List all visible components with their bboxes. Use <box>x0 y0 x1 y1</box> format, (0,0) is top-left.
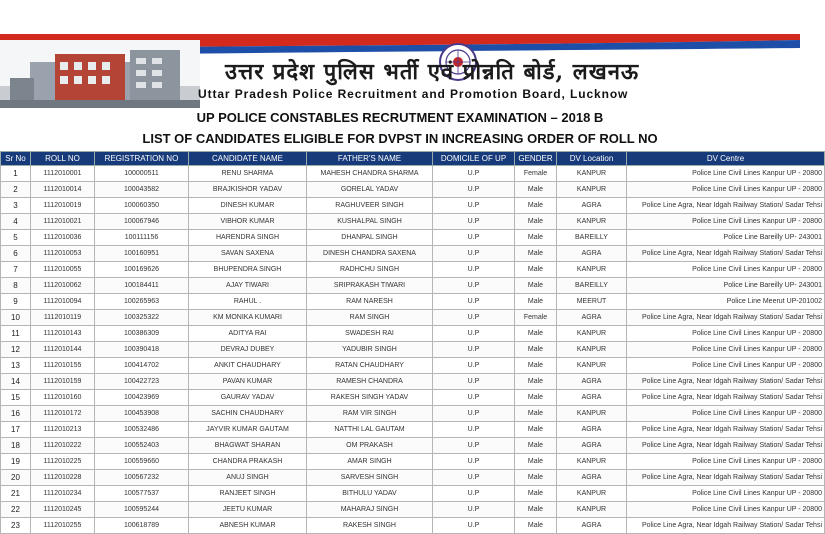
cell-roll-no: 1112010143 <box>31 326 95 342</box>
cell-dv-centre: Police Line Civil Lines Kanpur UP - 20800 <box>627 454 825 470</box>
cell-dv-centre: Police Line Agra, Near Idgah Railway Station/ Sadar Tehsi <box>627 518 825 534</box>
table-row <box>1 438 825 454</box>
cell-dv-centre: Police Line Bareilly UP- 243001 <box>627 278 825 294</box>
cell-gender: Female <box>515 166 557 182</box>
cell-fathers-name: RAKESH SINGH YADAV <box>307 390 433 406</box>
cell-roll-no: 1112010245 <box>31 502 95 518</box>
column-header-roll-no: ROLL NO <box>31 152 95 166</box>
cell-roll-no: 1112010144 <box>31 342 95 358</box>
header-banner <box>0 40 800 108</box>
cell-roll-no: 1112010159 <box>31 374 95 390</box>
cell-registration-no: 100060350 <box>95 198 189 214</box>
cell-roll-no: 1112010062 <box>31 278 95 294</box>
cell-registration-no: 100265963 <box>95 294 189 310</box>
cell-dv-location: KANPUR <box>557 342 627 358</box>
cell-domicile: U.P <box>433 374 515 390</box>
cell-dv-centre: Police Line Civil Lines Kanpur UP - 20800 <box>627 486 825 502</box>
table-row <box>1 454 825 470</box>
english-board-title: Uttar Pradesh Police Recruitment and Promotion Board, Lucknow <box>198 87 629 101</box>
table-row <box>1 358 825 374</box>
list-title: LIST OF CANDIDATES ELIGIBLE FOR DVPST IN INCREASING ORDER OF ROLL NO <box>142 131 658 146</box>
cell-gender: Male <box>515 374 557 390</box>
cell-roll-no: 1112010119 <box>31 310 95 326</box>
cell-sr-no: 23 <box>1 518 31 534</box>
cell-domicile: U.P <box>433 518 515 534</box>
cell-dv-centre: Police Line Agra, Near Idgah Railway Station/ Sadar Tehsi <box>627 470 825 486</box>
cell-domicile: U.P <box>433 502 515 518</box>
cell-gender: Male <box>515 326 557 342</box>
cell-gender: Male <box>515 358 557 374</box>
cell-domicile: U.P <box>433 214 515 230</box>
cell-domicile: U.P <box>433 182 515 198</box>
cell-gender: Male <box>515 214 557 230</box>
cell-dv-location: AGRA <box>557 470 627 486</box>
column-header-candidate-name: CANDIDATE NAME <box>189 152 307 166</box>
cell-domicile: U.P <box>433 486 515 502</box>
cell-dv-location: KANPUR <box>557 182 627 198</box>
cell-candidate-name: CHANDRA PRAKASH <box>189 454 307 470</box>
cell-roll-no: 1112010001 <box>31 166 95 182</box>
cell-registration-no: 100453908 <box>95 406 189 422</box>
cell-dv-centre: Police Line Agra, Near Idgah Railway Station/ Sadar Tehsi <box>627 438 825 454</box>
cell-candidate-name: RENU SHARMA <box>189 166 307 182</box>
cell-sr-no: 22 <box>1 502 31 518</box>
cell-registration-no: 100618789 <box>95 518 189 534</box>
cell-fathers-name: DHANPAL SINGH <box>307 230 433 246</box>
cell-candidate-name: JEETU KUMAR <box>189 502 307 518</box>
cell-roll-no: 1112010094 <box>31 294 95 310</box>
cell-dv-centre: Police Line Civil Lines Kanpur UP - 20800 <box>627 166 825 182</box>
cell-dv-centre: Police Line Civil Lines Kanpur UP - 20800 <box>627 182 825 198</box>
cell-dv-location: AGRA <box>557 422 627 438</box>
cell-dv-centre: Police Line Civil Lines Kanpur UP - 20800 <box>627 358 825 374</box>
cell-candidate-name: ADITYA RAI <box>189 326 307 342</box>
cell-fathers-name: RAMESH CHANDRA <box>307 374 433 390</box>
cell-dv-location: MEERUT <box>557 294 627 310</box>
table-row <box>1 326 825 342</box>
hindi-board-title: उत्तर प्रदेश पुलिस भर्ती एवं प्रोन्नति बोर्ड, लखनऊ <box>225 59 640 85</box>
cell-domicile: U.P <box>433 326 515 342</box>
cell-registration-no: 100414702 <box>95 358 189 374</box>
table-row <box>1 246 825 262</box>
column-header-fathers-name: FATHER'S NAME <box>307 152 433 166</box>
cell-registration-no: 100423969 <box>95 390 189 406</box>
cell-gender: Female <box>515 310 557 326</box>
cell-fathers-name: DINESH CHANDRA SAXENA <box>307 246 433 262</box>
cell-gender: Male <box>515 422 557 438</box>
cell-domicile: U.P <box>433 262 515 278</box>
cell-registration-no: 100184411 <box>95 278 189 294</box>
cell-roll-no: 1112010172 <box>31 406 95 422</box>
cell-candidate-name: BHUPENDRA SINGH <box>189 262 307 278</box>
cell-domicile: U.P <box>433 438 515 454</box>
cell-gender: Male <box>515 278 557 294</box>
cell-fathers-name: RADHCHU SINGH <box>307 262 433 278</box>
cell-dv-centre: Police Line Civil Lines Kanpur UP - 20800 <box>627 406 825 422</box>
cell-sr-no: 20 <box>1 470 31 486</box>
cell-roll-no: 1112010036 <box>31 230 95 246</box>
cell-candidate-name: HARENDRA SINGH <box>189 230 307 246</box>
cell-dv-location: KANPUR <box>557 454 627 470</box>
cell-sr-no: 3 <box>1 198 31 214</box>
cell-candidate-name: SACHIN CHAUDHARY <box>189 406 307 422</box>
cell-registration-no: 100000511 <box>95 166 189 182</box>
cell-registration-no: 100422723 <box>95 374 189 390</box>
cell-fathers-name: SRIPRAKASH TIWARI <box>307 278 433 294</box>
cell-candidate-name: BRAJKISHOR YADAV <box>189 182 307 198</box>
cell-registration-no: 100532486 <box>95 422 189 438</box>
cell-registration-no: 100390418 <box>95 342 189 358</box>
cell-candidate-name: DEVRAJ DUBEY <box>189 342 307 358</box>
table-row <box>1 262 825 278</box>
column-header-gender: GENDER <box>515 152 557 166</box>
cell-sr-no: 4 <box>1 214 31 230</box>
column-header-domicile: DOMICILE OF UP <box>433 152 515 166</box>
table-row <box>1 342 825 358</box>
table-row <box>1 310 825 326</box>
cell-sr-no: 19 <box>1 454 31 470</box>
cell-registration-no: 100111156 <box>95 230 189 246</box>
cell-fathers-name: GORELAL YADAV <box>307 182 433 198</box>
cell-registration-no: 100552403 <box>95 438 189 454</box>
cell-roll-no: 1112010234 <box>31 486 95 502</box>
table-row <box>1 422 825 438</box>
table-row <box>1 470 825 486</box>
cell-dv-centre: Police Line Civil Lines Kanpur UP - 20800 <box>627 262 825 278</box>
cell-dv-location: KANPUR <box>557 502 627 518</box>
candidates-table <box>0 151 825 534</box>
column-header-dv-location: DV Location <box>557 152 627 166</box>
cell-gender: Male <box>515 230 557 246</box>
table-row <box>1 166 825 182</box>
cell-dv-centre: Police Line Agra, Near Idgah Railway Station/ Sadar Tehsi <box>627 390 825 406</box>
cell-fathers-name: RAM NARESH <box>307 294 433 310</box>
table-row <box>1 486 825 502</box>
table-row <box>1 502 825 518</box>
table-row <box>1 182 825 198</box>
table-row <box>1 230 825 246</box>
cell-domicile: U.P <box>433 278 515 294</box>
table-row <box>1 406 825 422</box>
cell-dv-location: BAREILLY <box>557 278 627 294</box>
cell-gender: Male <box>515 342 557 358</box>
cell-registration-no: 100160951 <box>95 246 189 262</box>
table-row <box>1 518 825 534</box>
cell-dv-centre: Police Line Bareilly UP- 243001 <box>627 230 825 246</box>
cell-dv-location: AGRA <box>557 246 627 262</box>
cell-sr-no: 6 <box>1 246 31 262</box>
cell-dv-location: KANPUR <box>557 358 627 374</box>
cell-dv-location: AGRA <box>557 518 627 534</box>
cell-fathers-name: YADUBIR SINGH <box>307 342 433 358</box>
cell-roll-no: 1112010228 <box>31 470 95 486</box>
cell-dv-location: AGRA <box>557 390 627 406</box>
cell-domicile: U.P <box>433 198 515 214</box>
cell-dv-centre: Police Line Civil Lines Kanpur UP - 20800 <box>627 326 825 342</box>
cell-gender: Male <box>515 246 557 262</box>
cell-sr-no: 17 <box>1 422 31 438</box>
cell-sr-no: 12 <box>1 342 31 358</box>
cell-dv-centre: Police Line Meerut UP-201002 <box>627 294 825 310</box>
table-body <box>1 166 825 534</box>
cell-domicile: U.P <box>433 230 515 246</box>
cell-fathers-name: BITHULU YADAV <box>307 486 433 502</box>
cell-candidate-name: VIBHOR KUMAR <box>189 214 307 230</box>
cell-candidate-name: RANJEET SINGH <box>189 486 307 502</box>
cell-registration-no: 100325322 <box>95 310 189 326</box>
cell-fathers-name: MAHESH CHANDRA SHARMA <box>307 166 433 182</box>
cell-gender: Male <box>515 518 557 534</box>
cell-fathers-name: RAKESH SINGH <box>307 518 433 534</box>
cell-roll-no: 1112010155 <box>31 358 95 374</box>
table-row <box>1 294 825 310</box>
cell-candidate-name: KM MONIKA KUMARI <box>189 310 307 326</box>
cell-fathers-name: RATAN CHAUDHARY <box>307 358 433 374</box>
cell-roll-no: 1112010255 <box>31 518 95 534</box>
cell-fathers-name: RAM VIR SINGH <box>307 406 433 422</box>
cell-sr-no: 11 <box>1 326 31 342</box>
cell-dv-location: BAREILLY <box>557 230 627 246</box>
cell-candidate-name: ABNESH KUMAR <box>189 518 307 534</box>
cell-roll-no: 1112010021 <box>31 214 95 230</box>
cell-dv-centre: Police Line Agra, Near Idgah Railway Station/ Sadar Tehsi <box>627 246 825 262</box>
cell-candidate-name: RAHUL . <box>189 294 307 310</box>
cell-candidate-name: GAURAV YADAV <box>189 390 307 406</box>
cell-gender: Male <box>515 182 557 198</box>
cell-gender: Male <box>515 294 557 310</box>
cell-gender: Male <box>515 502 557 518</box>
cell-roll-no: 1112010160 <box>31 390 95 406</box>
cell-domicile: U.P <box>433 310 515 326</box>
cell-dv-centre: Police Line Agra, Near Idgah Railway Station/ Sadar Tehsi <box>627 374 825 390</box>
cell-fathers-name: OM PRAKASH <box>307 438 433 454</box>
cell-fathers-name: KUSHALPAL SINGH <box>307 214 433 230</box>
cell-domicile: U.P <box>433 246 515 262</box>
cell-registration-no: 100043582 <box>95 182 189 198</box>
cell-registration-no: 100067946 <box>95 214 189 230</box>
table-row <box>1 390 825 406</box>
cell-registration-no: 100559660 <box>95 454 189 470</box>
cell-dv-centre: Police Line Civil Lines Kanpur UP - 20800 <box>627 342 825 358</box>
cell-dv-centre: Police Line Agra, Near Idgah Railway Station/ Sadar Tehsi <box>627 422 825 438</box>
cell-sr-no: 16 <box>1 406 31 422</box>
cell-sr-no: 14 <box>1 374 31 390</box>
table-row <box>1 198 825 214</box>
cell-dv-location: KANPUR <box>557 214 627 230</box>
cell-candidate-name: BHAGWAT SHARAN <box>189 438 307 454</box>
cell-candidate-name: ANUJ SINGH <box>189 470 307 486</box>
cell-domicile: U.P <box>433 454 515 470</box>
cell-domicile: U.P <box>433 294 515 310</box>
cell-dv-location: AGRA <box>557 438 627 454</box>
cell-sr-no: 9 <box>1 294 31 310</box>
cell-fathers-name: MAHARAJ SINGH <box>307 502 433 518</box>
cell-roll-no: 1112010222 <box>31 438 95 454</box>
cell-sr-no: 18 <box>1 438 31 454</box>
cell-sr-no: 7 <box>1 262 31 278</box>
table-row <box>1 278 825 294</box>
cell-gender: Male <box>515 470 557 486</box>
cell-candidate-name: ANKIT CHAUDHARY <box>189 358 307 374</box>
cell-domicile: U.P <box>433 358 515 374</box>
cell-registration-no: 100567232 <box>95 470 189 486</box>
cell-gender: Male <box>515 198 557 214</box>
cell-dv-centre: Police Line Civil Lines Kanpur UP - 20800 <box>627 214 825 230</box>
cell-dv-centre: Police Line Civil Lines Kanpur UP - 20800 <box>627 502 825 518</box>
cell-gender: Male <box>515 406 557 422</box>
cell-fathers-name: AMAR SINGH <box>307 454 433 470</box>
cell-candidate-name: PAVAN KUMAR <box>189 374 307 390</box>
cell-roll-no: 1112010019 <box>31 198 95 214</box>
cell-gender: Male <box>515 438 557 454</box>
table-row <box>1 374 825 390</box>
column-header-sr-no: Sr No <box>1 152 31 166</box>
cell-registration-no: 100577537 <box>95 486 189 502</box>
cell-gender: Male <box>515 486 557 502</box>
cell-dv-location: AGRA <box>557 374 627 390</box>
cell-sr-no: 21 <box>1 486 31 502</box>
cell-domicile: U.P <box>433 390 515 406</box>
cell-domicile: U.P <box>433 470 515 486</box>
cell-sr-no: 13 <box>1 358 31 374</box>
cell-dv-location: KANPUR <box>557 326 627 342</box>
headquarters-building-image <box>0 40 200 108</box>
cell-sr-no: 15 <box>1 390 31 406</box>
cell-candidate-name: JAYVIR KUMAR GAUTAM <box>189 422 307 438</box>
exam-title: UP POLICE CONSTABLES RECRUTMENT EXAMINATION – 2018 B <box>196 110 604 125</box>
cell-gender: Male <box>515 262 557 278</box>
cell-sr-no: 10 <box>1 310 31 326</box>
cell-dv-location: KANPUR <box>557 486 627 502</box>
cell-domicile: U.P <box>433 422 515 438</box>
cell-fathers-name: RAGHUVEER SINGH <box>307 198 433 214</box>
cell-registration-no: 100169626 <box>95 262 189 278</box>
cell-domicile: U.P <box>433 342 515 358</box>
cell-domicile: U.P <box>433 406 515 422</box>
cell-domicile: U.P <box>433 166 515 182</box>
cell-roll-no: 1112010014 <box>31 182 95 198</box>
cell-fathers-name: NATTHI LAL GAUTAM <box>307 422 433 438</box>
column-header-registration-no: REGISTRATION NO <box>95 152 189 166</box>
cell-sr-no: 5 <box>1 230 31 246</box>
cell-registration-no: 100595244 <box>95 502 189 518</box>
cell-candidate-name: AJAY TIWARI <box>189 278 307 294</box>
cell-dv-centre: Police Line Agra, Near Idgah Railway Station/ Sadar Tehsi <box>627 198 825 214</box>
cell-roll-no: 1112010225 <box>31 454 95 470</box>
table-header-row <box>1 152 825 166</box>
cell-roll-no: 1112010213 <box>31 422 95 438</box>
cell-dv-location: KANPUR <box>557 262 627 278</box>
cell-sr-no: 2 <box>1 182 31 198</box>
table-row <box>1 214 825 230</box>
cell-dv-location: KANPUR <box>557 406 627 422</box>
cell-registration-no: 100386309 <box>95 326 189 342</box>
column-header-dv-centre: DV Centre <box>627 152 825 166</box>
cell-dv-location: AGRA <box>557 198 627 214</box>
cell-dv-location: KANPUR <box>557 166 627 182</box>
cell-sr-no: 8 <box>1 278 31 294</box>
cell-fathers-name: SARVESH SINGH <box>307 470 433 486</box>
cell-gender: Male <box>515 390 557 406</box>
cell-dv-centre: Police Line Agra, Near Idgah Railway Station/ Sadar Tehsi <box>627 310 825 326</box>
cell-candidate-name: SAVAN SAXENA <box>189 246 307 262</box>
cell-fathers-name: SWADESH RAI <box>307 326 433 342</box>
cell-roll-no: 1112010053 <box>31 246 95 262</box>
cell-dv-location: AGRA <box>557 310 627 326</box>
cell-candidate-name: DINESH KUMAR <box>189 198 307 214</box>
cell-roll-no: 1112010055 <box>31 262 95 278</box>
cell-gender: Male <box>515 454 557 470</box>
cell-sr-no: 1 <box>1 166 31 182</box>
cell-fathers-name: RAM SINGH <box>307 310 433 326</box>
